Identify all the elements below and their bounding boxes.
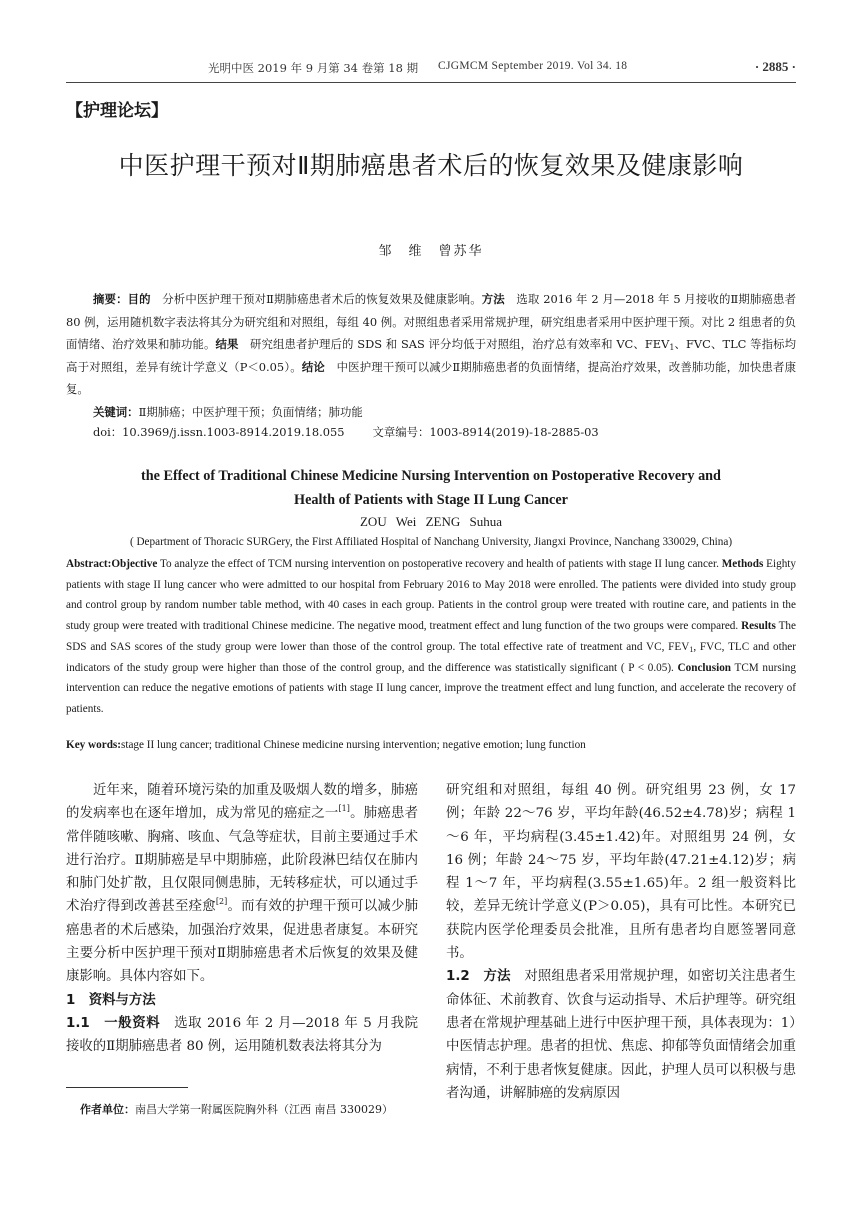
affiliation-en: ( Department of Thoracic SURGery, the First Affiliated Hospital of Nanchang University, Jiangxi Province, Nanchang 330029, China) (129, 536, 733, 548)
objective-label: 目的 (127, 292, 151, 306)
intro-paragraph (66, 779, 418, 989)
subsection-1-2 (446, 965, 796, 1105)
results-en-label: Results (741, 620, 776, 633)
abstract-en (66, 554, 796, 720)
body-column-right (446, 779, 796, 1105)
results-text-a: 研究组患者护理后的 SDS 和 SAS 评分均低于对照组，治疗总有效率和 VC、FEV (238, 337, 670, 351)
body-column-left (66, 779, 418, 1059)
subsection-1-1 (66, 1012, 418, 1059)
methods-label: 方法 (481, 292, 505, 306)
results-subscript: 1 (669, 343, 675, 352)
authors-cn: 邹 维 曾苏华 (378, 244, 484, 259)
citation-2: [2] (215, 897, 228, 907)
keywords-en-text: stage II lung cancer; traditional Chinese medicine nursing intervention; negative emotion; lung function (121, 739, 586, 751)
results-en-text-b: , FVC, TLC and other indicators of the study group were higher than those of the control group, and the difference was statistically significant ( P < 0.05). (66, 640, 796, 674)
results-text-b: 、FVC、TLC 等指标均高于对照组，差异有统计学意义（P＜0.05）。 (66, 337, 796, 374)
title-en-line1: the Effect of Traditional Chinese Medicine Nursing Intervention on Postoperative Recovery and (141, 468, 721, 484)
keywords-cn-text: Ⅱ期肺癌；中医护理干预；负面情绪；肺功能 (138, 404, 363, 419)
title-en-line2: Health of Patients with Stage II Lung Cancer (294, 491, 568, 508)
conclusion-en-label: Conclusion (677, 661, 732, 674)
running-head-journal-cn: 光明中医 2019 年 9 月第 34 卷第 18 期 (208, 61, 419, 75)
section-heading-1: 1 资料与方法 (66, 992, 156, 1008)
header-rule (66, 82, 796, 83)
methods-text: 选取 2016 年 2 月—2018 年 5 月接收的Ⅱ期肺癌患者 80 例，运用随机数字表法将其分为研究组和对照组，每组 40 例。对照组患者采用常规护理，研究组患者采用中医护理干预。对比 2 组患者的负面情绪、治疗效果和肺功能。 (66, 292, 796, 351)
doi-line (93, 424, 599, 440)
abstract-cn-body (66, 288, 796, 401)
conclusion-text: 中医护理干预可以减少Ⅱ期肺癌患者的负面情绪，提高治疗效果，改善肺功能，加快患者康复。 (66, 359, 796, 396)
general-data-paragraph: 研究组和对照组，每组 40 例。研究组男 23 例，女 17 例；年龄 22～76 岁，平均年龄(46.52±4.78)岁；病程 1～6 年，平均病程(3.45±1.42)年。对照组男 24 例，女 16 例；年龄 24～75 岁，平均年龄(47.21±4.12)岁；病程 1～7 年，平均病程(3.55±1.65)年。2 组一般资料比较，差异无统计学意义(P＞0.05)，具有可比性。本研究已获院内医学伦理委员会批准，且所有患者均自愿签署同意书。 (446, 783, 796, 962)
keywords-cn (66, 401, 796, 424)
subsection-1-2-heading: 1.2 方法 (446, 969, 511, 985)
subsection-1-2-text: 对照组患者采用常规护理，如密切关注患者生命体征、术前教育、饮食与运动指导、术后护理等。研究组患者在常规护理基础上进行中医护理干预，具体表现为：1）中医情志护理。患者的担忧、焦虑、抑郁等负面情绪会加重病情，不利于患者恢复健康。因此，护理人员可以积极与患者沟通，讲解肺癌的发病原因 (446, 969, 796, 1101)
conclusion-label: 结论 (301, 359, 325, 374)
footnote-rule (66, 1087, 188, 1088)
running-head-journal-en: CJGMCM September 2019. Vol 34. 18 (438, 60, 628, 72)
article-title-en (66, 465, 796, 512)
results-en-subscript: 1 (689, 644, 694, 654)
footnote-affiliation (80, 1101, 393, 1117)
methods-en-label: Methods (721, 558, 764, 570)
objective-text: 分析中医护理干预对Ⅱ期肺癌患者术后的恢复效果及健康影响。 (150, 292, 482, 306)
methods-en-text: Eighty patients with stage II lung cancer who were admitted to our hospital from February 2016 to May 2018 were enrolled. The patients were divided into study group and control group by random number table method, with 40 cases in each group. Patients in the control group were treated with routine care, and patients in the study group were treated with traditional Chinese medicine. The negative mood, treatment effect and lung function of the two groups were compared. (66, 558, 796, 633)
article-number: 文章编号：1003-8914(2019)-18-2885-03 (372, 425, 599, 439)
objective-en-label: Objective (111, 558, 158, 570)
keywords-cn-label: 关键词： (93, 404, 139, 419)
intro-text-c: 。而有效的护理干预可以减少肺癌患者的术后感染，加强治疗效果，促进患者康复。本研究主要分析中医护理干预对Ⅱ期肺癌患者术后恢复的效果及健康影响。具体内容如下。 (66, 899, 419, 985)
intro-text-b: 。肺癌患者常伴随咳嗽、胸痛、咳血、气急等症状，目前主要通过手术进行治疗。Ⅱ期肺癌是早中期肺癌，此阶段淋巴结仅在肺内和肺门处扩散，且仅限同侧患肺，无转移症状，可以通过手术治疗得到改善甚至痊愈 (66, 806, 419, 915)
citation-1: [1] (338, 804, 350, 814)
objective-en-text: To analyze the effect of TCM nursing intervention on postoperative recovery and health of patients with stage II lung cancer. (157, 558, 722, 570)
footnote-label: 作者单位： (80, 1103, 135, 1116)
results-label: 结果 (215, 337, 239, 351)
intro-text-a: 近年来，随着环境污染的加重及吸烟人数的增多，肺癌的发病率也在逐年增加，成为常见的癌症之一 (66, 783, 418, 822)
keywords-en (66, 739, 796, 751)
abstract-en-label: Abstract: (66, 558, 112, 570)
doi: doi：10.3969/j.issn.1003-8914.2019.18.055 (93, 425, 345, 439)
abstract-cn (66, 288, 796, 423)
subsection-1-1-heading: 1.1 一般资料 (66, 1015, 161, 1031)
abstract-cn-label: 摘要： (93, 292, 128, 306)
column-label: 【护理论坛】 (66, 101, 168, 121)
conclusion-en-text: TCM nursing intervention can reduce the negative emotions of patients with stage II lung cancer, improve the treatment effect and lung function, and accelerate the recovery of patients. (66, 661, 796, 715)
keywords-en-label: Key words: (66, 739, 121, 751)
authors-en: ZOU Wei ZENG Suhua (359, 514, 502, 529)
subsection-1-1-text: 选取 2016 年 2 月—2018 年 5 月我院接收的Ⅱ期肺癌患者 80 例，运用随机数表法将其分为 (66, 1015, 418, 1055)
article-title-cn: 中医护理干预对Ⅱ期肺癌患者术后的恢复效果及健康影响 (118, 151, 744, 180)
footnote-text: 南昌大学第一附属医院胸外科（江西 南昌 330029） (135, 1103, 393, 1116)
results-en-text-a: The SDS and SAS scores of the study group were lower than those of the control group. The total effective rate of treatment and VC, FEV (66, 620, 796, 653)
page-number: · 2885 · (754, 59, 796, 74)
